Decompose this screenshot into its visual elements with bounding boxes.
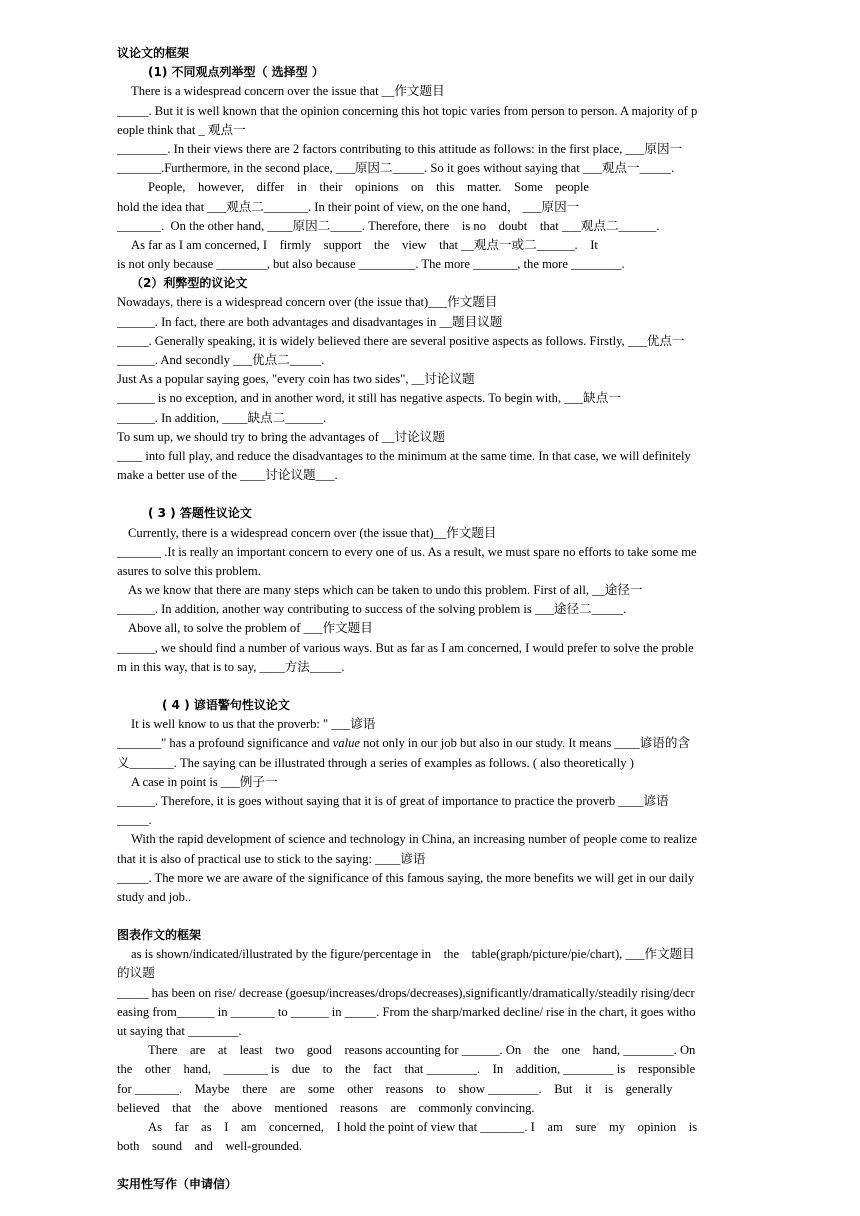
paragraph-line (117, 734, 815, 753)
paragraph-line: as is shown/indicated/illustrated by the figure/percentage in the table(graph/picture/pie/chart), ___作文题目 (131, 947, 695, 962)
paragraph-line: As far as I am concerned, I hold the point of view that _______. I am sure my opinion is (148, 1119, 698, 1134)
paragraph-line: _____. Generally speaking, it is widely believed there are several positive aspects as follows. Firstly, ___优点一 (117, 333, 685, 348)
paragraph-line: There are at least two good reasons accounting for ______. On the one hand, ________. On (148, 1043, 696, 1058)
blank-line (117, 677, 815, 696)
paragraph-line: ______. In fact, there are both advantages and disadvantages in __题目议题 (117, 314, 503, 329)
paragraph-line: make a better use of the ____讨论议题___. (117, 468, 338, 483)
subsection-title-1: (1) 不同观点列举型（ 选择型 ） (148, 65, 324, 80)
paragraph-line: _____. (117, 813, 152, 828)
paragraph-line: asures to solve this problem. (117, 563, 261, 578)
text-run: not only in our job but also in our study. It means ____谚语的含 (359, 736, 691, 751)
paragraph-line: 义_______. The saying can be illustrated through a series of examples as follows. ( also theoretically ) (117, 755, 634, 770)
section-title-application-letter: 实用性写作（申请信） (117, 1177, 238, 1192)
paragraph-line: ______. In addition, ____缺点二______. (117, 410, 327, 425)
paragraph-line: Above all, to solve the problem of ___作文题目 (128, 621, 373, 636)
subsection-title-2: （2）利弊型的议论文 (131, 276, 248, 291)
paragraph-line: It is well know to us that the proverb: " ___谚语 (131, 717, 376, 732)
paragraph-line: _____. The more we are aware of the significance of this famous saying, the more benefits we will get in our daily (117, 870, 695, 885)
paragraph-line: Just As a popular saying goes, "every coin has two sides", __讨论议题 (117, 372, 475, 387)
blank-line (117, 907, 815, 926)
blank-line (117, 485, 815, 504)
paragraph-line: study and job.. (117, 889, 192, 904)
subsection-title-3: ( 3 ) 答题性议论文 (148, 506, 252, 521)
paragraph-line: ______. And secondly ___优点二_____. (117, 353, 325, 367)
paragraph-line: A case in point is ___例子一 (131, 774, 278, 789)
paragraph-line: With the rapid development of science and technology in China, an increasing number of people come to realize (131, 832, 698, 847)
paragraph-line: that it is also of practical use to stick to the saying: ____谚语 (117, 851, 426, 866)
paragraph-line: is not only because ________, but also because _________. The more _______, the more ________. (117, 257, 625, 272)
paragraph-line: eople think that _ 观点一 (117, 122, 246, 137)
paragraph-line: _____ has been on rise/ decrease (goesup/increases/drops/decreases),significantly/dramatically/steadily rising/decr (117, 985, 695, 1000)
text-run: _______" has a profound significance and (117, 736, 333, 751)
paragraph-line: hold the idea that ___观点二_______. In their point of view, on the one hand， ___原因一 (117, 199, 580, 214)
paragraph-line: m in this way, that is to say, ____方法_____. (117, 659, 345, 674)
paragraph-line: As far as I am concerned, I firmly support the view that __观点一或二______. It (131, 237, 598, 252)
paragraph-line: ut saying that ________. (117, 1024, 242, 1038)
paragraph-line: Nowadays, there is a widespread concern over (the issue that)___作文题目 (117, 295, 498, 310)
paragraph-line: Currently, there is a widespread concern over (the issue that)__作文题目 (128, 525, 497, 540)
paragraph-line: There is a widespread concern over the issue that __作文题目 (131, 84, 445, 99)
paragraph-line: both sound and well-grounded. (117, 1139, 303, 1154)
paragraph-line: ____ into full play, and reduce the disadvantages to the minimum at the same time. In that case, we will definitely (117, 448, 691, 463)
paragraph-line: the other hand, _______ is due to the fact that ________. In addition, ________ is responsible (117, 1062, 696, 1077)
paragraph-line: ______, we should find a number of various ways. But as far as I am concerned, I would prefer to solve the proble (117, 640, 694, 655)
paragraph-line: ______. In addition, another way contributing to success of the solving problem is ___途径二_____. (117, 602, 627, 617)
paragraph-line: People, however, differ in their opinions on this matter. Some people (148, 180, 590, 195)
paragraph-line: ______ is no exception, and in another word, it still has negative aspects. To begin with, ___缺点一 (117, 391, 621, 406)
paragraph-line: 的议题 (117, 966, 155, 981)
paragraph-line: _______. On the other hand, ____原因二_____. Therefore, there is no doubt that ___观点二______. (117, 218, 660, 233)
document-page (117, 44, 815, 1195)
paragraph-line: _______.Furthermore, in the second place, ___原因二_____. So it goes without saying that ___观点一_____. (117, 161, 675, 176)
paragraph-line: for _______. Maybe there are some other reasons to show ________. But it is generally (117, 1081, 673, 1096)
paragraph-line: _____. But it is well known that the opinion concerning this hot topic varies from person to person. A majority of p (117, 103, 698, 118)
blank-line (117, 1156, 815, 1175)
paragraph-line: ______. Therefore, it is goes without saying that it is of great of importance to practice the proverb ____谚语 (117, 793, 669, 808)
section-title-chart-essay: 图表作文的框架 (117, 928, 202, 943)
section-title-argumentative: 议论文的框架 (117, 46, 190, 60)
emphasis-value: value (332, 736, 360, 751)
paragraph-line: As we know that there are many steps which can be taken to undo this problem. First of all, __途径一 (128, 583, 643, 598)
paragraph-line: ________. In their views there are 2 factors contributing to this attitude as follows: in the first place, ___原因一 (117, 141, 683, 156)
subsection-title-4: ( 4 ) 谚语警句性议论文 (162, 698, 290, 712)
paragraph-line: believed that the above mentioned reasons are commonly convincing. (117, 1100, 535, 1115)
paragraph-line: _______ .It is really an important concern to every one of us. As a result, we must spare no efforts to take some me (117, 544, 697, 559)
paragraph-line: easing from______ in _______ to ______ in _____. From the sharp/marked decline/ rise in the chart, it goes witho (117, 1004, 696, 1019)
paragraph-line: To sum up, we should try to bring the advantages of __讨论议题 (117, 429, 445, 444)
